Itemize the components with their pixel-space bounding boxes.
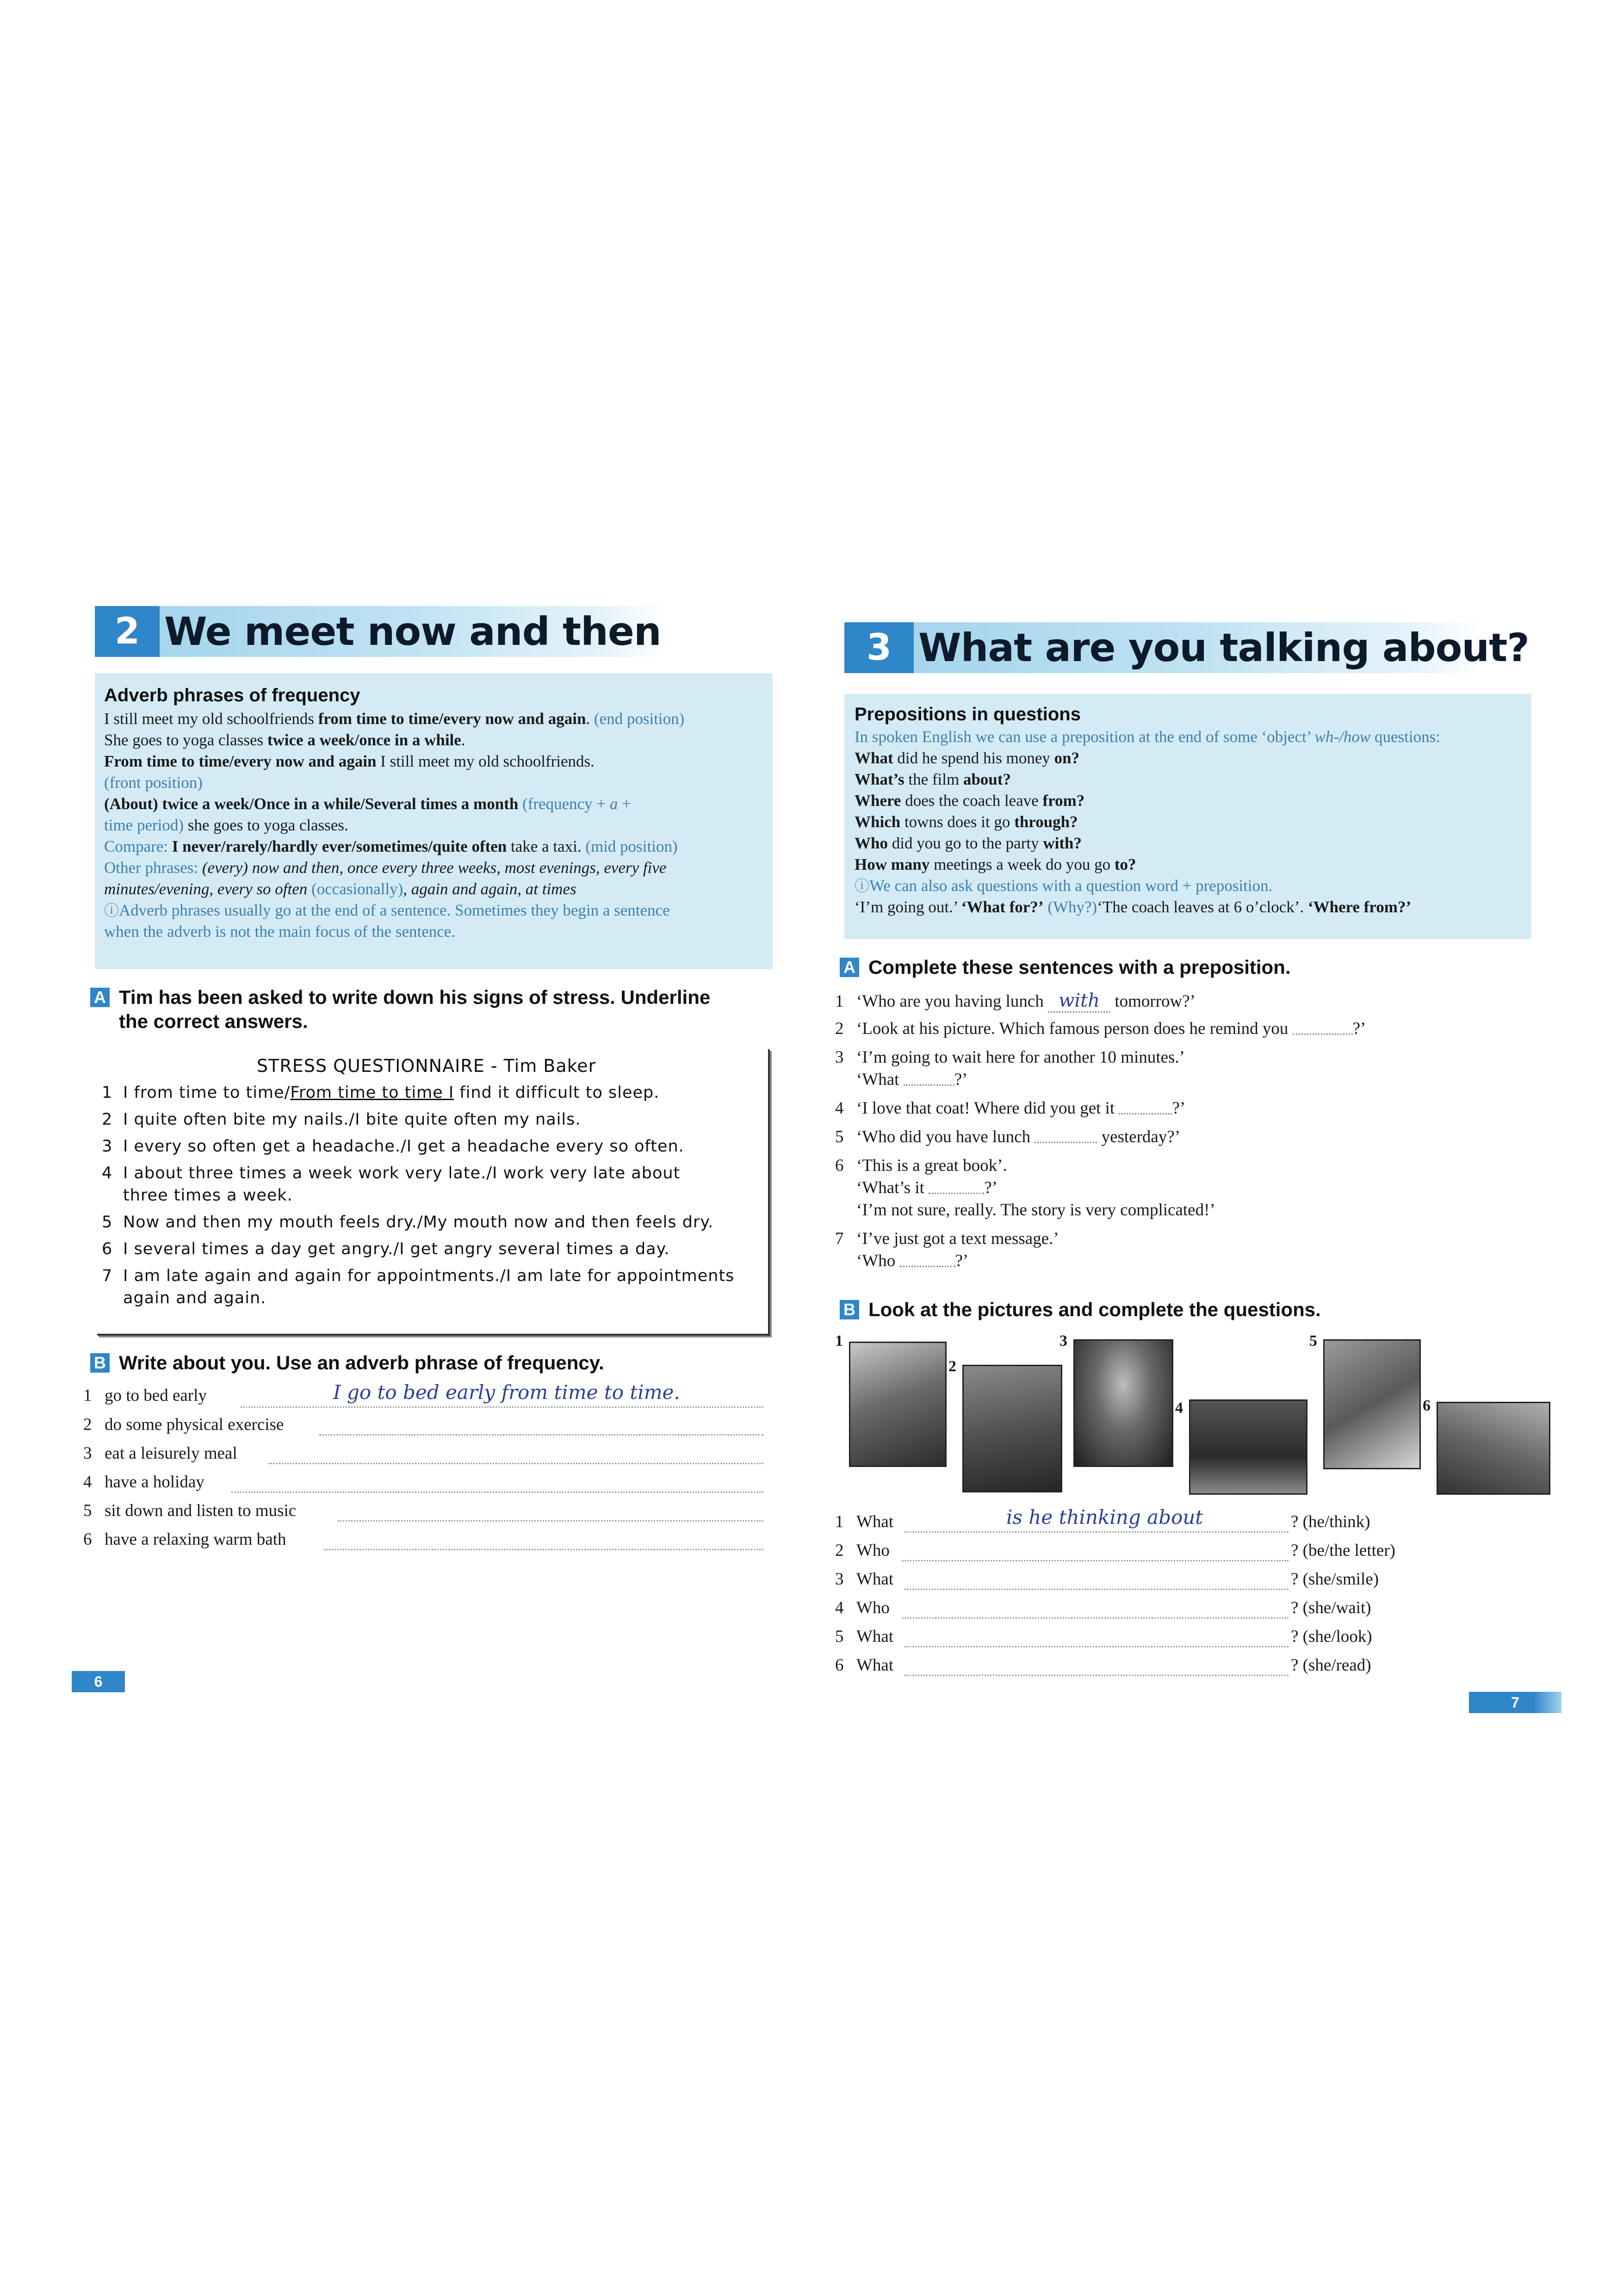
handwritten-answer: I go to bed early from time to time. [333,1381,680,1404]
list-item: 5 sit down and listen to music [83,1501,297,1520]
panel-line: How many meetings a week do you go to? [855,855,1136,873]
picture-number: 2 [948,1358,956,1375]
page-number: 6 [72,1671,125,1692]
exercise-b-heading: B Write about you. Use an adverb phrase of frequency. [90,1351,604,1375]
list-item: 1 What [835,1512,894,1531]
unit-title: We meet now and then [164,609,661,654]
answer-line[interactable] [319,1434,763,1436]
section-letter-b: B [840,1300,859,1319]
list-item-cont: ‘What ?’ [856,1070,968,1089]
page-number: 7 [1469,1692,1561,1713]
panel-line: What did he spend his money on? [855,749,1080,767]
panel-body [855,726,1440,918]
hint: ? (she/smile) [1291,1570,1379,1589]
unit-2-banner [95,606,669,657]
picture-woman-waiting [1189,1399,1307,1495]
answer-line[interactable] [904,1589,1288,1590]
list-item: 3 I every so often get a headache./I get a headache every so often. [102,1137,684,1156]
list-item-cont: ‘What’s it ?’ [856,1178,997,1197]
list-item: 3 What [835,1570,894,1589]
list-item: 3 eat a leisurely meal [83,1444,237,1463]
grammar-panel-adverbs [95,673,773,969]
answer-line[interactable] [902,1617,1288,1619]
list-item: 2 Who [835,1541,890,1560]
panel-line: Compare: I never/rarely/hardly ever/sometimes/quite often take a taxi. (mid position) [104,837,678,855]
unit-number: 3 [844,622,914,673]
list-item: 4 ‘I love that coat! Where did you get it ?’ [835,1099,1186,1118]
answer-line[interactable] [268,1463,763,1464]
unit-number: 2 [95,606,160,657]
panel-line: Other phrases: (every) now and then, once every three weeks, most evenings, every five [104,859,667,877]
hint: ? (she/read) [1291,1656,1371,1675]
list-item: 4 I about three times a week work very late./I work very late about [102,1164,681,1182]
panel-heading: Adverb phrases of frequency [104,685,360,706]
picture-number: 3 [1059,1332,1067,1349]
grammar-panel-prepositions [844,694,1531,939]
panel-line: (About) twice a week/Once in a while/Several times a month (frequency + a + [104,795,631,813]
exercise-a-heading: A Complete these sentences with a preposition. [840,955,1291,979]
answer-line[interactable] [904,1675,1288,1676]
handwritten-answer: is he thinking about [1006,1506,1203,1529]
hint: ? (he/think) [1291,1512,1370,1531]
answer-line[interactable] [904,1531,1288,1533]
panel-line: Who did you go to the party with? [855,834,1082,852]
panel-line: minutes/evening, every so often (occasionally), again and again, at times [104,880,576,898]
list-item: 4 Who [835,1598,890,1617]
picture-number: 6 [1423,1397,1431,1414]
stress-questionnaire-card [97,1049,770,1336]
list-item: 2 do some physical exercise [83,1415,284,1434]
questionnaire-list [102,1083,768,1316]
unit-title: What are you talking about? [918,625,1530,670]
list-item-cont: again and again. [123,1289,266,1307]
list-item: 2 ‘Look at his picture. Which famous person does he remind you ?’ [835,1019,1366,1038]
answer-blank[interactable] [904,1081,954,1086]
list-item: 5 Now and then my mouth feels dry./My mouth now and then feels dry. [102,1213,714,1232]
list-item: 4 have a holiday [83,1473,204,1491]
panel-body [104,708,684,942]
answer-blank[interactable] [929,1189,984,1194]
picture-woman-reading-book [1437,1402,1550,1495]
panel-line: I still meet my old schoolfriends from time to time/every now and again. (end position) [104,710,685,728]
picture-number: 1 [835,1332,843,1349]
panel-note: ⓘWe can also ask questions with a question word + preposition. [855,877,1273,895]
hint: ? (she/wait) [1291,1598,1371,1617]
answer-line[interactable] [241,1406,763,1408]
hint: ? (she/look) [1291,1627,1372,1646]
exercise-b-heading: B Look at the pictures and complete the questions. [840,1298,1321,1322]
panel-note: when the adverb is not the main focus of the sentence. [104,922,456,941]
answer-blank[interactable] [1035,1138,1097,1143]
list-item-cont: three times a week. [123,1186,293,1205]
list-item: 6 have a relaxing warm bath [83,1530,286,1549]
picture-woman-looking [1323,1339,1421,1469]
picture-mona-lisa [1073,1339,1173,1467]
list-item: 6 I several times a day get angry./I get angry several times a day. [102,1240,670,1258]
panel-line: (front position) [104,774,203,792]
list-item: 5 ‘Who did you have lunch yesterday?’ [835,1127,1181,1146]
picture-thinker-sculpture [849,1342,947,1467]
list-item: 1 I from time to time/From time to time I find it difficult to sleep. [102,1083,660,1102]
info-icon: ⓘ [104,902,119,919]
section-letter-a: A [840,958,859,977]
list-item: 2 I quite often bite my nails./I bite quite often my nails. [102,1110,581,1129]
list-item: 7 ‘I’ve just got a text message.’ [835,1229,1059,1248]
answer-line[interactable] [231,1491,763,1493]
handwritten-answer: with [1048,990,1110,1013]
answer-line[interactable] [338,1520,763,1522]
answer-blank[interactable] [900,1262,955,1267]
underlined-answer[interactable]: From time to time I [290,1083,454,1102]
exercise-a-heading: A Tim has been asked to write down his signs of stress. Underline the correct answers. [90,985,784,1034]
panel-line: What’s the film about? [855,770,1011,788]
list-item: 7 I am late again and again for appointments./I am late for appointments [102,1267,735,1285]
list-item: 1 go to bed early [83,1386,207,1405]
answer-blank[interactable] [1293,1030,1353,1035]
panel-line: ‘I’m going out.’ ‘What for?’ (Why?)‘The coach leaves at 6 o’clock’. ‘Where from?’ [855,898,1412,916]
unit-3-banner [844,622,1530,673]
section-letter-a: A [90,988,110,1007]
answer-line[interactable] [904,1646,1288,1647]
answer-blank[interactable] [1119,1109,1172,1114]
answer-line[interactable] [902,1560,1288,1561]
list-item-cont: ‘I’m not sure, really. The story is very complicated!’ [856,1201,1215,1219]
picture-number: 4 [1175,1399,1183,1417]
list-item-cont: ‘Who ?’ [856,1251,969,1270]
panel-heading: Prepositions in questions [855,704,1081,724]
list-item: 1 ‘Who are you having lunch with tomorrow?’ [835,990,1196,1013]
picture-number: 5 [1309,1332,1317,1349]
panel-line: From time to time/every now and again I still meet my old schoolfriends. [104,752,595,770]
panel-line: Where does the coach leave from? [855,792,1085,810]
hint: ? (be/the letter) [1291,1541,1395,1560]
panel-line: She goes to yoga classes twice a week/once in a while. [104,731,465,749]
section-letter-b: B [90,1353,110,1373]
list-item: 6 What [835,1656,894,1675]
list-item: 6 ‘This is a great book’. [835,1156,1007,1175]
list-item: 5 What [835,1627,894,1646]
answer-line[interactable] [324,1549,763,1550]
panel-line: In spoken English we can use a preposition at the end of some ‘object’ wh-/how questions: [855,728,1440,746]
info-icon: ⓘ [855,877,870,895]
panel-line: time period) she goes to yoga classes. [104,816,348,834]
picture-woman-reading-letter [962,1365,1062,1492]
list-item: 3 ‘I’m going to wait here for another 10 minutes.’ [835,1048,1185,1067]
panel-line: Which towns does it go through? [855,813,1078,831]
panel-note: ⓘAdverb phrases usually go at the end of a sentence. Sometimes they begin a sentence [104,901,670,919]
card-title: STRESS QUESTIONNAIRE - Tim Baker [257,1056,596,1076]
